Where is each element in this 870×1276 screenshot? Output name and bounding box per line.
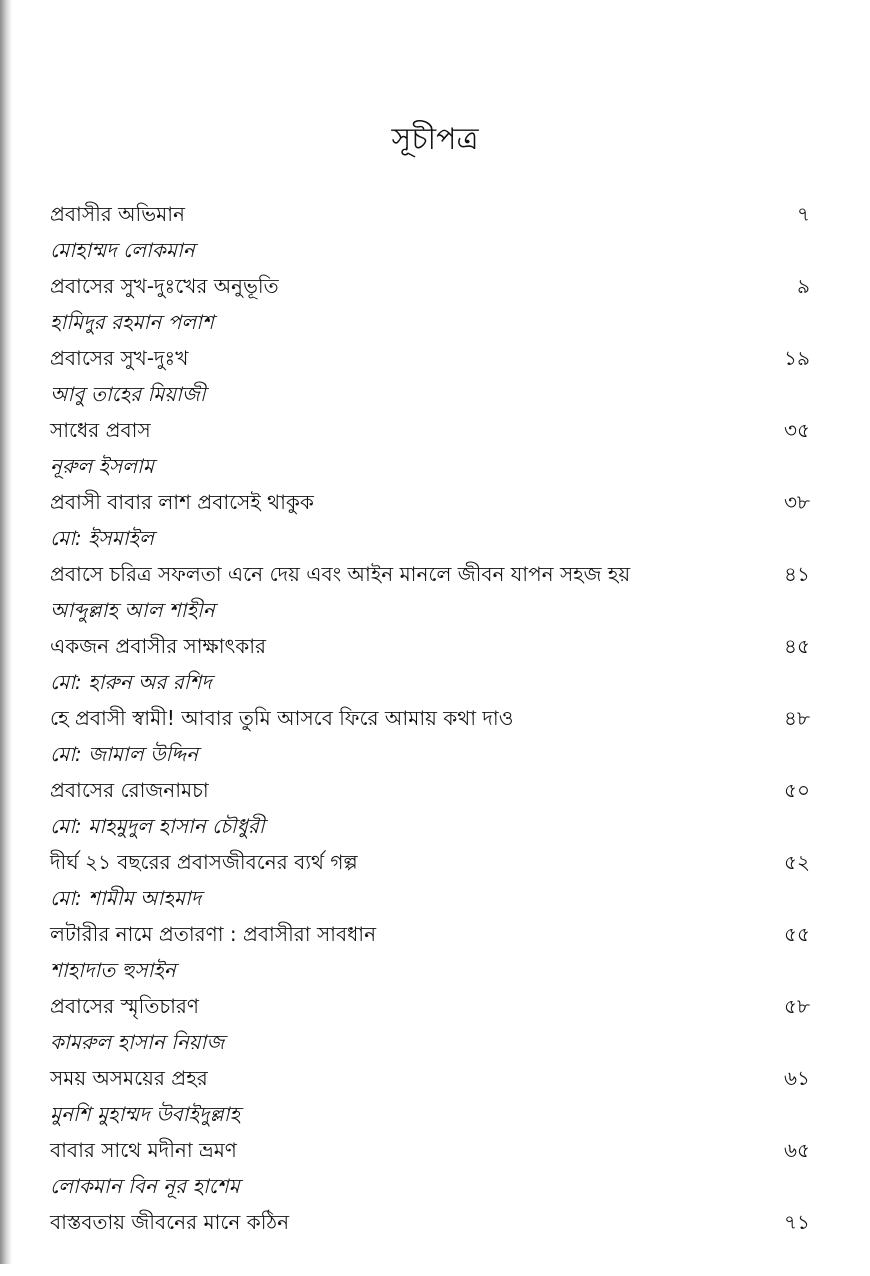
entry-author: মো: মাহমুদুল হাসান চৌধুরী [50, 814, 265, 838]
toc-entry [50, 700, 810, 772]
entry-page-number: ৩৫ [784, 418, 810, 442]
entry-title: দীর্ঘ ২১ বছরের প্রবাসজীবনের ব্যর্থ গল্প [50, 850, 358, 874]
entry-author: হামিদুর রহমান পলাশ [50, 310, 214, 334]
toc-entry [50, 1204, 810, 1276]
entry-title: বাবার সাথে মদীনা ভ্রমণ [50, 1138, 237, 1162]
entry-page-number: ৫২ [784, 850, 810, 874]
entry-title: প্রবাসী বাবার লাশ প্রবাসেই থাকুক [50, 490, 314, 514]
entry-page-number: ১৯ [784, 346, 810, 370]
entry-title: লটারীর নামে প্রতারণা : প্রবাসীরা সাবধান [50, 922, 377, 946]
cut-off-line [50, 1256, 290, 1264]
entry-page-number: ৪১ [784, 562, 810, 586]
entry-page-number: ৫০ [784, 778, 810, 802]
toc-entry [50, 844, 810, 916]
entry-page-number: ৭১ [784, 1210, 810, 1234]
toc-entry [50, 340, 810, 412]
entry-page-number: ৯ [797, 274, 810, 298]
toc-entry [50, 772, 810, 844]
entry-author: মো: ইসমাইল [50, 526, 154, 550]
toc-entry [50, 1132, 810, 1204]
toc-entry [50, 988, 810, 1060]
entry-title: বাস্তবতায় জীবনের মানে কঠিন [50, 1210, 290, 1234]
entry-title: হে প্রবাসী স্বামী! আবার তুমি আসবে ফিরে আমায় কথা দাও [50, 706, 514, 730]
entry-author: নূরুল ইসলাম [50, 454, 154, 478]
entry-title: প্রবাসের রোজনামচা [50, 778, 209, 802]
entry-title: সাধের প্রবাস [50, 418, 151, 442]
toc-entry [50, 196, 810, 268]
entry-title: প্রবাসে চরিত্র সফলতা এনে দেয় এবং আইন মানলে জীবন যাপন সহজ হয় [50, 562, 631, 586]
entry-author: মো: হারুন অর রশিদ [50, 670, 212, 694]
entry-title: সময় অসময়ের প্রহর [50, 1066, 208, 1090]
entry-title: প্রবাসের স্মৃতিচারণ [50, 994, 200, 1018]
entry-author: কামরুল হাসান নিয়াজ [50, 1030, 225, 1054]
toc-entry [50, 628, 810, 700]
entry-page-number: ৬১ [784, 1066, 810, 1090]
entry-author: আব্দুল্লাহ আল শাহীন [50, 598, 215, 622]
entry-page-number: ৭ [796, 202, 810, 226]
entry-author: মো: জামাল উদ্দিন [50, 742, 199, 766]
entry-author: মোহাম্মদ লোকমান [50, 238, 195, 262]
entry-author: শাহাদাত হুসাইন [50, 958, 176, 982]
entry-title: প্রবাসীর অভিমান [50, 202, 185, 226]
page-title: সূচীপত্র [391, 122, 479, 157]
entry-page-number: ৪৮ [784, 706, 810, 730]
toc-entry [50, 1060, 810, 1132]
toc-entry [50, 916, 810, 988]
entry-author: আবু তাহের মিয়াজী [50, 382, 206, 406]
entry-title: প্রবাসের সুখ-দুঃখের অনুভূতি [50, 274, 279, 298]
entry-page-number: ৫৫ [784, 922, 810, 946]
entry-page-number: ৫৮ [784, 994, 810, 1018]
page-edge-shadow [0, 0, 12, 1264]
toc-entry [50, 484, 810, 556]
entry-author: মুনশি মুহাম্মদ উবাইদুল্লাহ [50, 1102, 241, 1126]
toc-entry [50, 268, 810, 340]
table-of-contents [50, 196, 810, 1276]
entry-author: লোকমান বিন নূর হাশেম [50, 1174, 240, 1198]
entry-title: প্রবাসের সুখ-দুঃখ [50, 346, 189, 370]
entry-author: মো: শামীম আহমাদ [50, 886, 202, 910]
entry-page-number: ৬৫ [784, 1138, 810, 1162]
entry-page-number: ৩৮ [784, 490, 810, 514]
toc-entry [50, 556, 810, 628]
toc-entry [50, 412, 810, 484]
entry-title: একজন প্রবাসীর সাক্ষাৎকার [50, 634, 267, 658]
entry-page-number: ৪৫ [784, 634, 810, 658]
